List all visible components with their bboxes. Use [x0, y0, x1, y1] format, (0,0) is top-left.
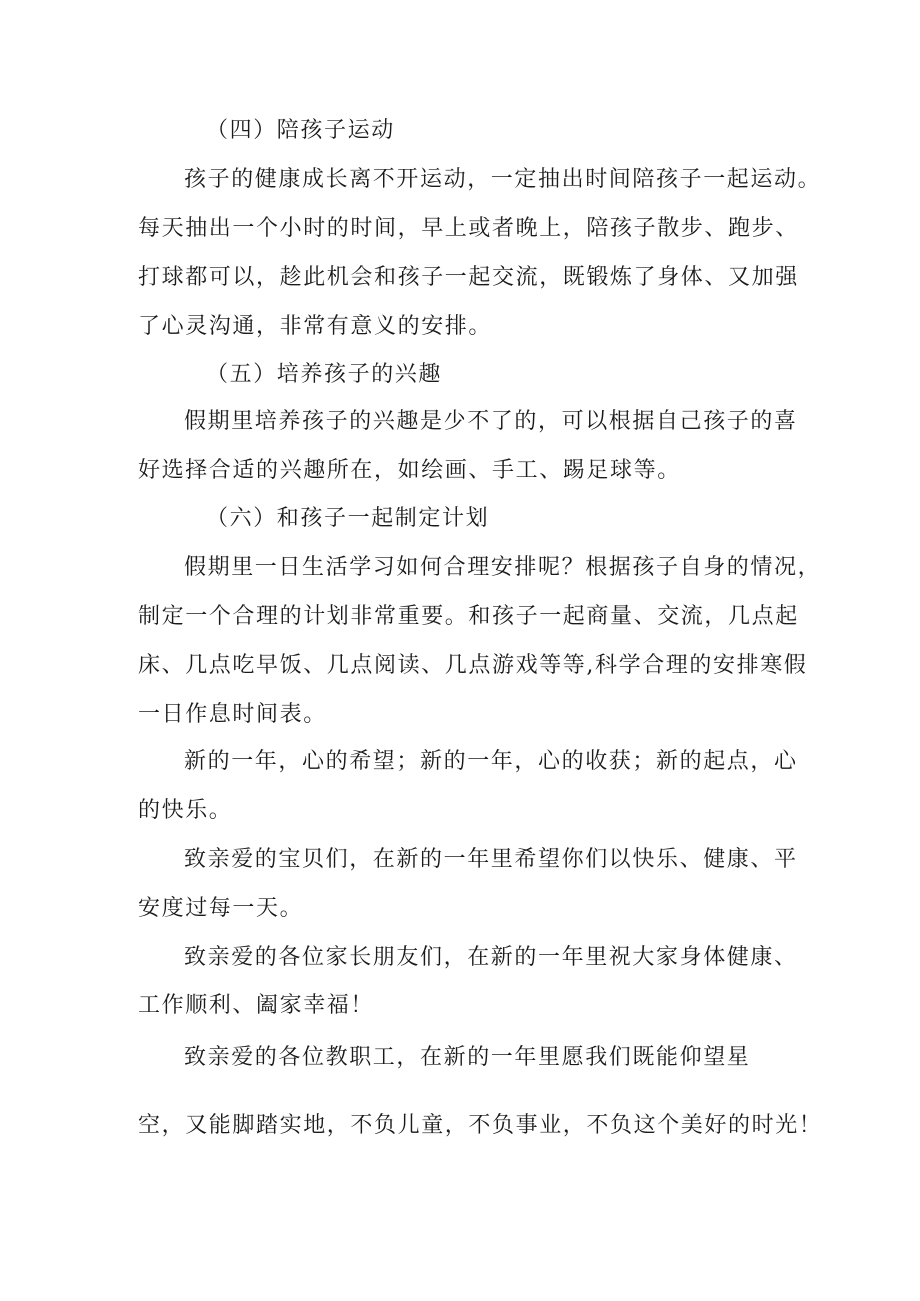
paragraph-line: 假期里一日生活学习如何合理安排呢？根据孩子自身的情况，	[184, 555, 822, 580]
paragraph-line: 了心灵沟通，非常有意义的安排。	[138, 314, 493, 339]
paragraph-line: 致亲爱的宝贝们，在新的一年里希望你们以快乐、健康、平	[184, 847, 798, 872]
paragraph-line: 的快乐。	[138, 798, 233, 823]
paragraph-line: 孩子的健康成长离不开运动，一定抽出时间陪孩子一起运动。	[184, 167, 822, 192]
paragraph-line: 工作顺利、阖家幸福！	[138, 993, 375, 1018]
paragraph-line: 制定一个合理的计划非常重要。和孩子一起商量、交流，几点起	[138, 604, 799, 629]
paragraph-line: 好选择合适的兴趣所在，如绘画、手工、踢足球等。	[138, 458, 681, 483]
paragraph-line: 致亲爱的各位教职工，在新的一年里愿我们既能仰望星	[184, 1045, 751, 1070]
paragraph-line: 假期里培养孩子的兴趣是少不了的，可以根据自己孩子的喜	[184, 409, 798, 434]
paragraph-line: 致亲爱的各位家长朋友们，在新的一年里祝大家身体健康、	[184, 945, 798, 970]
paragraph-line: 一日作息时间表。	[138, 702, 327, 727]
paragraph-line: 打球都可以，趁此机会和孩子一起交流，既锻炼了身体、又加强	[138, 265, 799, 290]
paragraph-line: 安度过每一天。	[138, 896, 304, 921]
paragraph-line: 床、几点吃早饭、几点阅读、几点游戏等等,科学合理的安排寒假	[138, 653, 808, 678]
paragraph-line: 空，又能脚踏实地，不负儿童，不负事业，不负这个美好的时光！	[138, 1113, 823, 1138]
section-heading-6: （六）和孩子一起制定计划	[206, 506, 490, 531]
paragraph-line: 新的一年，心的希望；新的一年，心的收获；新的起点，心	[184, 749, 798, 774]
section-heading-5: （五）培养孩子的兴趣	[206, 362, 443, 387]
section-heading-4: （四）陪孩子运动	[206, 118, 395, 143]
paragraph-line: 每天抽出一个小时的时间，早上或者晚上，陪孩子散步、跑步、	[138, 216, 799, 241]
